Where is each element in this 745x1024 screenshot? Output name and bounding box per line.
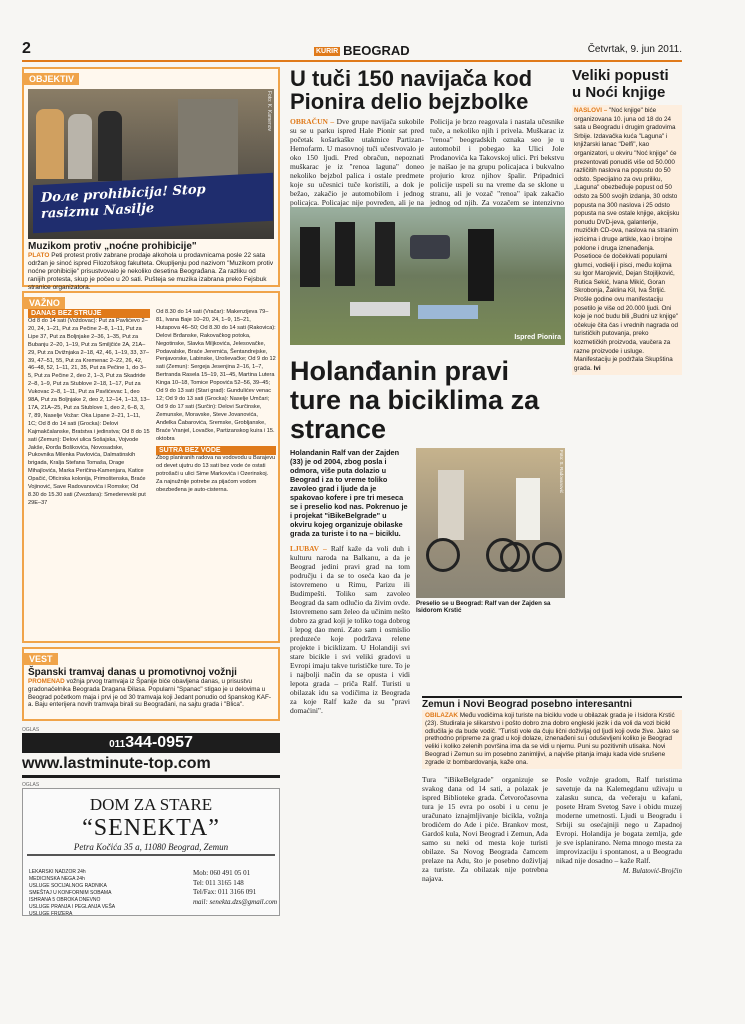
photo-figure	[68, 114, 92, 179]
issue-date: Četvrtak, 9. jun 2011.	[587, 44, 682, 55]
vazno-box	[22, 291, 280, 643]
photo-car	[410, 235, 450, 259]
objektiv-text: PLATO Peti protest protiv zabrane prodaje alkohola u prodavnicama posle 22 sata održan je sinoć ispred Filozofskog fakulteta. Okupljenju pod nazivom "Muzikom protiv noćne prohibicije" prisustvovalo je nekoliko desetina Beograđana. Za razliku od ranijih protesta, skup je počeo u 20 sati. Pušteja se muzika izabrana preko Fejsbuk stranice organizatora.	[28, 252, 274, 291]
bike-photo	[416, 448, 565, 598]
photo-bike-wheel	[532, 542, 562, 572]
service-item: USLUGE PRANJA I PEGLANJA VEŠA	[29, 904, 116, 910]
story2-col3: Tura "iBikeBelgrade" organizuje se svakog dana od 14 sati, a polazak je ispred Biblioteke grada. Četvoročasovna tura je 15 evra po osobi i u cenu je uračunato iznajmljivanje bicikla, vožnja brodićem do Ade i piće. Brankov most, Gardoš kula, Novi Beograd i Zemun, Ada samo su neki od mesta koje turisti obilaze. Sa Novog Beograda čamcem prelaze na Adu, što je posebno doživljaj za turiste. Za obilazak nije potrebna najava.	[422, 774, 548, 883]
photo-person-ground	[350, 302, 410, 316]
photo-bike-wheel	[426, 538, 460, 572]
story2-col1: LJUBAV – Ralf kaže da voli duh i kulturu naroda na Balkanu, a da je Beograd jedini pravi grad na tom području i da se to oseća kao da je istovremeno u Rimu, Parizu ili Budimpešti. Toliko sam zavoleo Beograd da sam odlučio da živim ovde. Istovremeno sam želeo da učinim nešto dobro za grad koji je toliko toga dobrog i lepog dao meni. Zato sam i osmislio preduzeće koje podržava relene projekte i biciklizam. U Holandiji svi stare bicikle i svi veliki gradovi u Evropi imaju takve turističke ture. To je i najbolji način da se opusta i vidi lepota grada – priča Ralf. Turisti u obilazak idu sa vodičima iz Beograda za koje Ralf kaže da su "pravi domaćini".	[290, 544, 411, 715]
ad-senekta	[22, 782, 280, 916]
section-name: BEOGRAD	[343, 43, 410, 58]
ad2-name: “SENEKTA”	[82, 815, 220, 841]
no-water-heading: SUTRA BEZ VODE	[156, 446, 276, 455]
banner-text: Doле prohibicija! Stop rasizmu Nasilje	[41, 182, 206, 222]
left-column	[22, 67, 280, 916]
ad2-tel: Tel: 011 3165 148	[193, 878, 244, 887]
ad2-mob: Mob: 060 491 05 01	[193, 869, 251, 877]
ad2-label: OGLAS	[22, 782, 40, 788]
vest-box	[22, 647, 280, 721]
middle-column	[290, 67, 565, 784]
kurir-logo: KURIR	[316, 48, 339, 55]
ad2-mail: mail: senekta.dzs@gmail.com	[193, 897, 278, 906]
photo-storefront	[178, 99, 238, 179]
story2-photo-credit: Foto: S. Radovanović	[559, 450, 564, 494]
ad-url[interactable]: www.lastminute-top.com	[22, 753, 280, 778]
ad-lastminute	[22, 727, 280, 778]
vest-title: Španski tramvaj danas u promotivnoj vožnji	[28, 667, 237, 678]
story3-text: NASLOVI – "Noć knjige" biće organizovana 10. juna od 18 do 24 sata u Beogradu i drugim gradovima Srbije. Izdavačka kuća "Laguna" i knjižarski lanac "Delfi", kao organizatori, u okviru "Noć knjige" će prezentovati ponudiš više od 50.000 različitih naslova na popustu do 50 odsto. Specijalno za ovu priliku, „Laguna" obezbeđuje popust od 50 odsto za 500 svojih izdanja, 30 odsto popusta na 300 naslova i 25 odsto popusta na sve ostale knjige, akcijsku ponudu DVD-jeva, galanterije, muzičkih CD-ova, naslova na stranim jezicima i druge artikle, kao i brojne poklone i druga iznenađenja. Posetioce će dočekivati popularni glumci, vodielji i pisci, među kojima su Igor Marojević, Dejan Stojiljković, Rutica Sekić, Ivana Mikić, Goran Skrobonja, Žaklina Kil, Iva Štrljić. Prošle godine ovu manifestaciju posetilo je više od 20.000 ljudi. Oni koje je noć budu bili „Budni uz knjige" očekuje čita čas i vrednih nagrada od turističkih putovanja, preko kozmetičkih proizvoda, vaučera za razne proizvode i usluge. Manifestaciju je podržala Skupština grada. Ivi	[572, 105, 682, 375]
story2-box	[422, 696, 682, 883]
photo-police	[375, 222, 395, 286]
newspaper-page	[22, 40, 682, 940]
ad2-fax: Tel/Fax: 011 3166 091	[193, 888, 257, 896]
protest-photo	[28, 89, 274, 239]
service-item: MEDICINSKA NEGA 24h	[29, 876, 85, 882]
right-column	[572, 67, 682, 375]
photo-bike-wheel	[500, 542, 530, 572]
story1-title: U tuči 150 navijača kod Pionira delio bejzbolke	[290, 66, 533, 114]
photo-figure	[36, 109, 64, 179]
vest-tag: VEST	[24, 653, 58, 665]
service-item: USLUGE FRIZERA	[29, 911, 73, 917]
story2-box-text: OBILAZAK Među vodičima koji turiste na biciklu vode u obilazak grada je i Isidora Krstić (23). Studirala je slikarstvo i pošto dobro zna dobro engleski jezik i da voli da vozi bicikl odlučila je da bude vodič. "Turisti vole da čuju lični doživljaj od ljudi koji ovde žive. Jako se prethodno pripreme za grad u koji dolaze, iznenađeni su i oduševljeni koliko je Beograd veliki i koliko zelenih površina ima da se vidi u njemu. Puni su pozitivnih utisaka. Novi Beograd i Zemun su im posebno zanimljivi, a najviše pitanja imaju kada vide srušene zgrade iz bombardovanja, kaže ona.	[422, 710, 682, 769]
story1-col1: OBRAČUN – Dve grupe navijača sukobile su se u parku ispred Hale Pionir sat pred početak košarkaške utakmice Partizan-Hemofarm. U masovnoj tuči učestvovalo je oko 150 ljudi. Pred obračun, nepoznati muškarac je iz "renoa laguna" doneo nekoliko bejzbol palica i ostale predmete koje su učesnici tuče koristili, a dok je bežao, zakačio je automobilom i jednog policajca. Policajac nije povređen, ali je na	[290, 117, 424, 207]
ad2-title: DOM ZA STARE	[89, 795, 213, 814]
photo-person-ground	[418, 305, 478, 319]
service-item: ISHRANA 5 OBROKA DNEVNO	[29, 897, 101, 903]
photo-credit: Foto: K. Kamenov	[266, 91, 272, 132]
ad-phone[interactable]: 011344-0957	[22, 733, 280, 753]
ad-label: OGLAS	[22, 727, 40, 733]
ad2-address: Petra Kočića 35 a, 11080 Beograd, Zemun	[27, 842, 275, 856]
photo-ralf	[438, 470, 464, 540]
service-item: SMEŠTAJ U KONFORNIM SOBAMA	[29, 890, 112, 896]
story3-author: Ivi	[593, 364, 601, 372]
protest-banner	[33, 173, 273, 234]
service-item: LEKARSKI NADZOR 24h	[29, 869, 86, 875]
photo-police	[300, 227, 320, 287]
story2-col4: Posle vožnje gradom, Ralf turistima savetuje da na Kalemegdanu uživaju u zalasku sunca, da večeraju u kafani, posete Hram Svetog Save i obidu muzej moderne umetnosti. Ljudi u Beogradu i Srbiji su osećajniji nego u Zapadnoj Evropi. Holandija je bogata zemlja, gde je sve isplanirano. Nema mnogo mesta za improvizaciju i spontanost, a u Beogradu nikad nije dosadno – kaže Ralf.	[556, 774, 682, 865]
vest-text: PROMENAD vožnja prvog tramvaja iz Španije biće obavljena danas, u prisustvu gradonačelnika Beograda Dragana Đilasa. Popularni "Spanac" stigao je u delovima u Beograd početkom maja i prvi je od 30 tramvaja koji Jedant ponudio od španskog KAF-a. Baju enterijera novih tramvaja birali su Beograđani, na sajtu grada i "Blica".	[28, 678, 271, 709]
story2-author: M. Bulatović-Brojčin	[622, 866, 682, 875]
no-power-list-1: Od 8 do 14 sati (Voždovac): Put za Pavlićevo 2–20, 24, 1–21, Put za Pečine 2–8, 1–11, Put za Lipe 37, Put za Boljnjake 2–36, 1–35, Put za Bubanju 2–20, 1–19, Put za Smiljčiće 2A, 21A–29, Put za Dvižnjaka 2–18, 42, 46, 1–19, 33, 37–39, 47–51, 55, Put za Kremenac 2–22, 26, 42, 46–48, 52, 1–11, 21, 35, Put za Pečine 1, do 3–5, Put za Pečine 2, deo 2, 1–3, Put za Skadride 2–8, 1–9, Put za Stublove 2–18, 1–17, Put za Vukovac 2–8, 1–11, Put za Pavlićevac 1, deo 98A, Put za Boljnjake 2, deo 2, 12–14, 1–13, 13–17A, 21A–25, Put za Stublove 1, deo 2, 6–8, 3, 7, 89, Naselje Vožar: Oka Lipane 2–21, 1–11, 1C; Od 8 do 14 sati (Grocka): Delovi Kajmakčalanske, Bratstva i jedinstva; Od 8 do 15 sati (Zemun): Delovi ulica Sošajska, Vojvode Jakše, Đorđa Boškovića, Novosadske, Pukovnika Milenka Pavlovića, Dalmatinskih brigada, Kralja Stefana Tomaša, Drage Mihajlovića, Marka Peričina-Kamenjara, Katice Opačić, Oficirska kolonija, Primoštenska, Braće Vojinović, Save Radovanovića i Romske; Od 8.30 do 15.30 sati (Zvezdara): Smederevski put 29E–37	[28, 318, 150, 506]
story2-title: Holanđanin pravi ture na biciklima za strance	[290, 356, 540, 444]
vazno-tag: VAŽNO	[24, 297, 65, 309]
section-title	[314, 43, 410, 58]
no-power-list-2: Od 8.30 do 14 sati (Vračar): Makenzijeva 79–81, Ivana Baje 10–20, 24, 1–9, 15–21, Hutapova 46–50; Od 8.30 do 14 sati (Rakovica): Delovi Brđanske, Rakovačkog potoka, Negotinske, Slavka Miljkovića, Jelesovačke, Podavalske, Braće Jeremića, Šentandrejske, Penjavorske, Labinske, Uroševačke; Od 9 do 12 sati (Zemun): Sergeja Jesenjina 2–16, 1–7, Bertranda Rasela 15–19, 31–45, Martina Lutera Kinga 10–18, Tomice Popovića 52–56, 39–45; Od 9 do 13 sati (Stari grad): Gundulićev venac 12; Od 9 do 13 sati (Grocka): Naselje Umčari; Od 9 do 17 sati (Surčin): Delovi Surčinske, Zemunske, Moravske, Steve Jovanovića, Anđelka Čabarovića, Sremske, Grobljanske, Braće Vranjel, Lovačke, Partizanskog kuira i 15. oktobra	[156, 309, 276, 442]
story2-photo-caption: Preselio se u Beograd: Ralf van der Zajden sa Isidorom Krstić	[416, 600, 551, 614]
story3-title: Veliki popusti u Noći knjige	[572, 67, 669, 101]
fight-photo	[290, 207, 565, 345]
photo-police	[468, 229, 494, 301]
no-water-text: Zbog planiranih radova na vodovodu u Barajevu od devet ujutru do 13 sati bez vode će ostati potrošači u ulici Sime Markovića i Ozerinskoj. Za najnužnije potrebe za pijaćom vodom obezbeđena je auto-cisterna.	[156, 455, 276, 494]
story2-intro: Holandanin Ralf van der Zajden (33) je od 2004, zbog posla i odmora, više puta dolazio u Beograd i za to vreme toliko zavoleo grad i ljude da je spakovao kofere i pre tri meseca se i preselio kod nas. Pokrenuo je i projekat "iBikeBelgrade" u okviru kojeg organizuje obilaske grada za turiste i to na – biciklu.	[290, 448, 408, 538]
service-item: USLUGE SOCIJALNOG RADNIKA	[29, 883, 107, 889]
photo-isidora	[516, 478, 540, 540]
objektiv-title: Muzikom protiv „noćne prohibicije"	[28, 241, 197, 252]
page-header	[22, 40, 682, 62]
photo-police	[335, 222, 355, 286]
photo-figure	[98, 111, 122, 181]
story1-photo-caption: Ispred Pionira	[514, 334, 561, 341]
objektiv-box	[22, 67, 280, 291]
story1-col2: Policija je brzo reagovala i nastala učesnike tuče, a nekoliko njih i privela. Muškarac iz "renoa" beogradskih oznaka seo je u automobil i pobegao ka Ulici Jole Prodanovića ka Takovskoj ulici. Pri bekstvu je naišao je na grupu policajaca i bukvalno projurio kroz njihov špalir. Pripadnici policije uspeli su na vreme da se sklone u stranu, ali je vozač "renoa" ipak zakačio jednog od njih. Za vozačem se intenzivno	[430, 117, 564, 207]
page-number: 2	[22, 40, 31, 57]
story2-box-title: Zemun i Novi Beograd posebno interesantni	[422, 696, 682, 710]
no-power-heading: DANAS BEZ STRUJE	[28, 309, 150, 318]
objektiv-tag: OBJEKTIV	[24, 73, 79, 85]
